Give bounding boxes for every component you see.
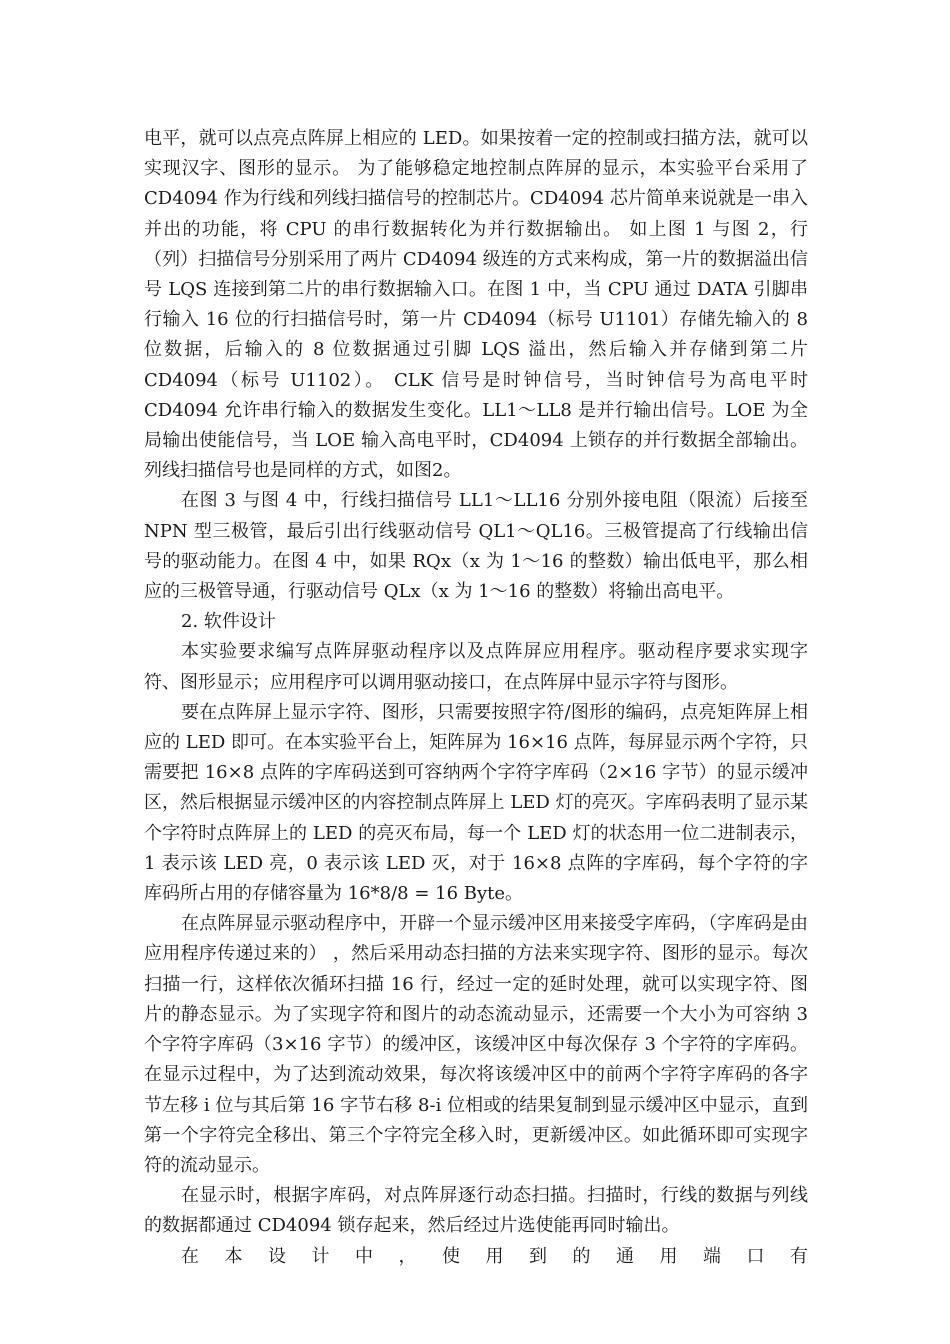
section-heading: 2. 软件设计 [181, 611, 276, 633]
paragraph-4: 要在点阵屏上显示字符、图形，只需要按照字符/图形的编码，点亮矩阵屏上相应的 LED 即可。在本实验平台上，矩阵屏为 16×16 点阵，每屏显示两个字符，只需要把 16×8 点阵的字库码送到可容纳两个字符字库码（2×16 字节）的显示缓冲区，然后根据显示缓冲区的内容控制点阵屏上 LED 灯的亮灭。字库码表明了显示某个字符时点阵屏上的 LED 的亮灭布局，每一个 LED 灯的状态用一位二进制表示，1 表示该 LED 亮，0 表示该 LED 灭，对于 16×8 点阵的字库码，每个字符的字库码所占用的存储容量为 16*8/8 = 16 Byte。 [144, 701, 808, 905]
paragraph-3: 本实验要求编写点阵屏驱动程序以及点阵屏应用程序。驱动程序要求实现字符、图形显示；应用程序可以调用驱动接口，在点阵屏中显示字符与图形。 [144, 641, 808, 693]
paragraph-6: 在显示时，根据字库码，对点阵屏逐行动态扫描。扫描时，行线的数据与列线的数据都通过 CD4094 锁存起来，然后经过片选使能再同时输出。 [144, 1185, 808, 1237]
body-text [144, 124, 808, 1272]
paragraph-2: 在图 3 与图 4 中，行线扫描信号 LL1～LL16 分别外接电阻（限流）后接至 NPN 型三极管，最后引出行线驱动信号 QL1～QL16。三极管提高了行线输出信号的驱动能力。在图 4 中，如果 RQx（x 为 1～16 的整数）输出低电平，那么相应的三极管导通，行驱动信号 QLx（x 为 1～16 的整数）将输出高电平。 [144, 490, 808, 603]
paragraph-7: 在本设计中，使用到的通用端口有 [181, 1245, 808, 1267]
paragraph-5: 在点阵屏显示驱动程序中，开辟一个显示缓冲区用来接受字库码，（字库码是由应用程序传递过来的） ，然后采用动态扫描的方法来实现字符、图形的显示。每次扫描一行，这样依次循环扫描 16 行，经过一定的延时处理，就可以实现字符、图片的静态显示。为了实现字符和图片的动态流动显示，还需要一个大小为可容纳 3 个字符字库码（3×16 字节）的缓冲区，该缓冲区中每次保存 3 个字符的字库码。在显示过程中，为了达到流动效果，每次将该缓冲区中的前两个字符字库码的各字节左移 i 位与其后第 16 字节右移 8-i 位相或的结果复制到显示缓冲区中显示，直到第一个字符完全移出、第三个字符完全移入时，更新缓冲区。如此循环即可实现字符的流动显示。 [144, 913, 808, 1176]
paragraph-1: 电平，就可以点亮点阵屏上相应的 LED。如果按着一定的控制或扫描方法，就可以实现汉字、图形的显示。 为了能够稳定地控制点阵屏的显示，本实验平台采用了 CD4094 作为行线和列线扫描信号的控制芯片。CD4094 芯片简单来说就是一串入并出的功能，将 CPU 的串行数据转化为并行数据输出。 如上图 1 与图 2，行（列）扫描信号分别采用了两片 CD4094 级连的方式来构成，第一片的数据溢出信号 LQS 连接到第二片的串行数据输入口。在图 1 中，当 CPU 通过 DATA 引脚串行输入 16 位的行扫描信号时，第一片 CD4094（标号 U1101）存储先输入的 8 位数据，后输入的 8 位数据通过引脚 LQS 溢出，然后输入并存储到第二片 CD4094（标号 U1102）。 CLK 信号是时钟信号，当时钟信号为高电平时 CD4094 允许串行输入的数据发生变化。LL1～LL8 是并行输出信号。LOE 为全局输出使能信号，当 LOE 输入高电平时，CD4094 上锁存的并行数据全部输出。列线扫描信号也是同样的方式，如图2。 [144, 128, 808, 482]
